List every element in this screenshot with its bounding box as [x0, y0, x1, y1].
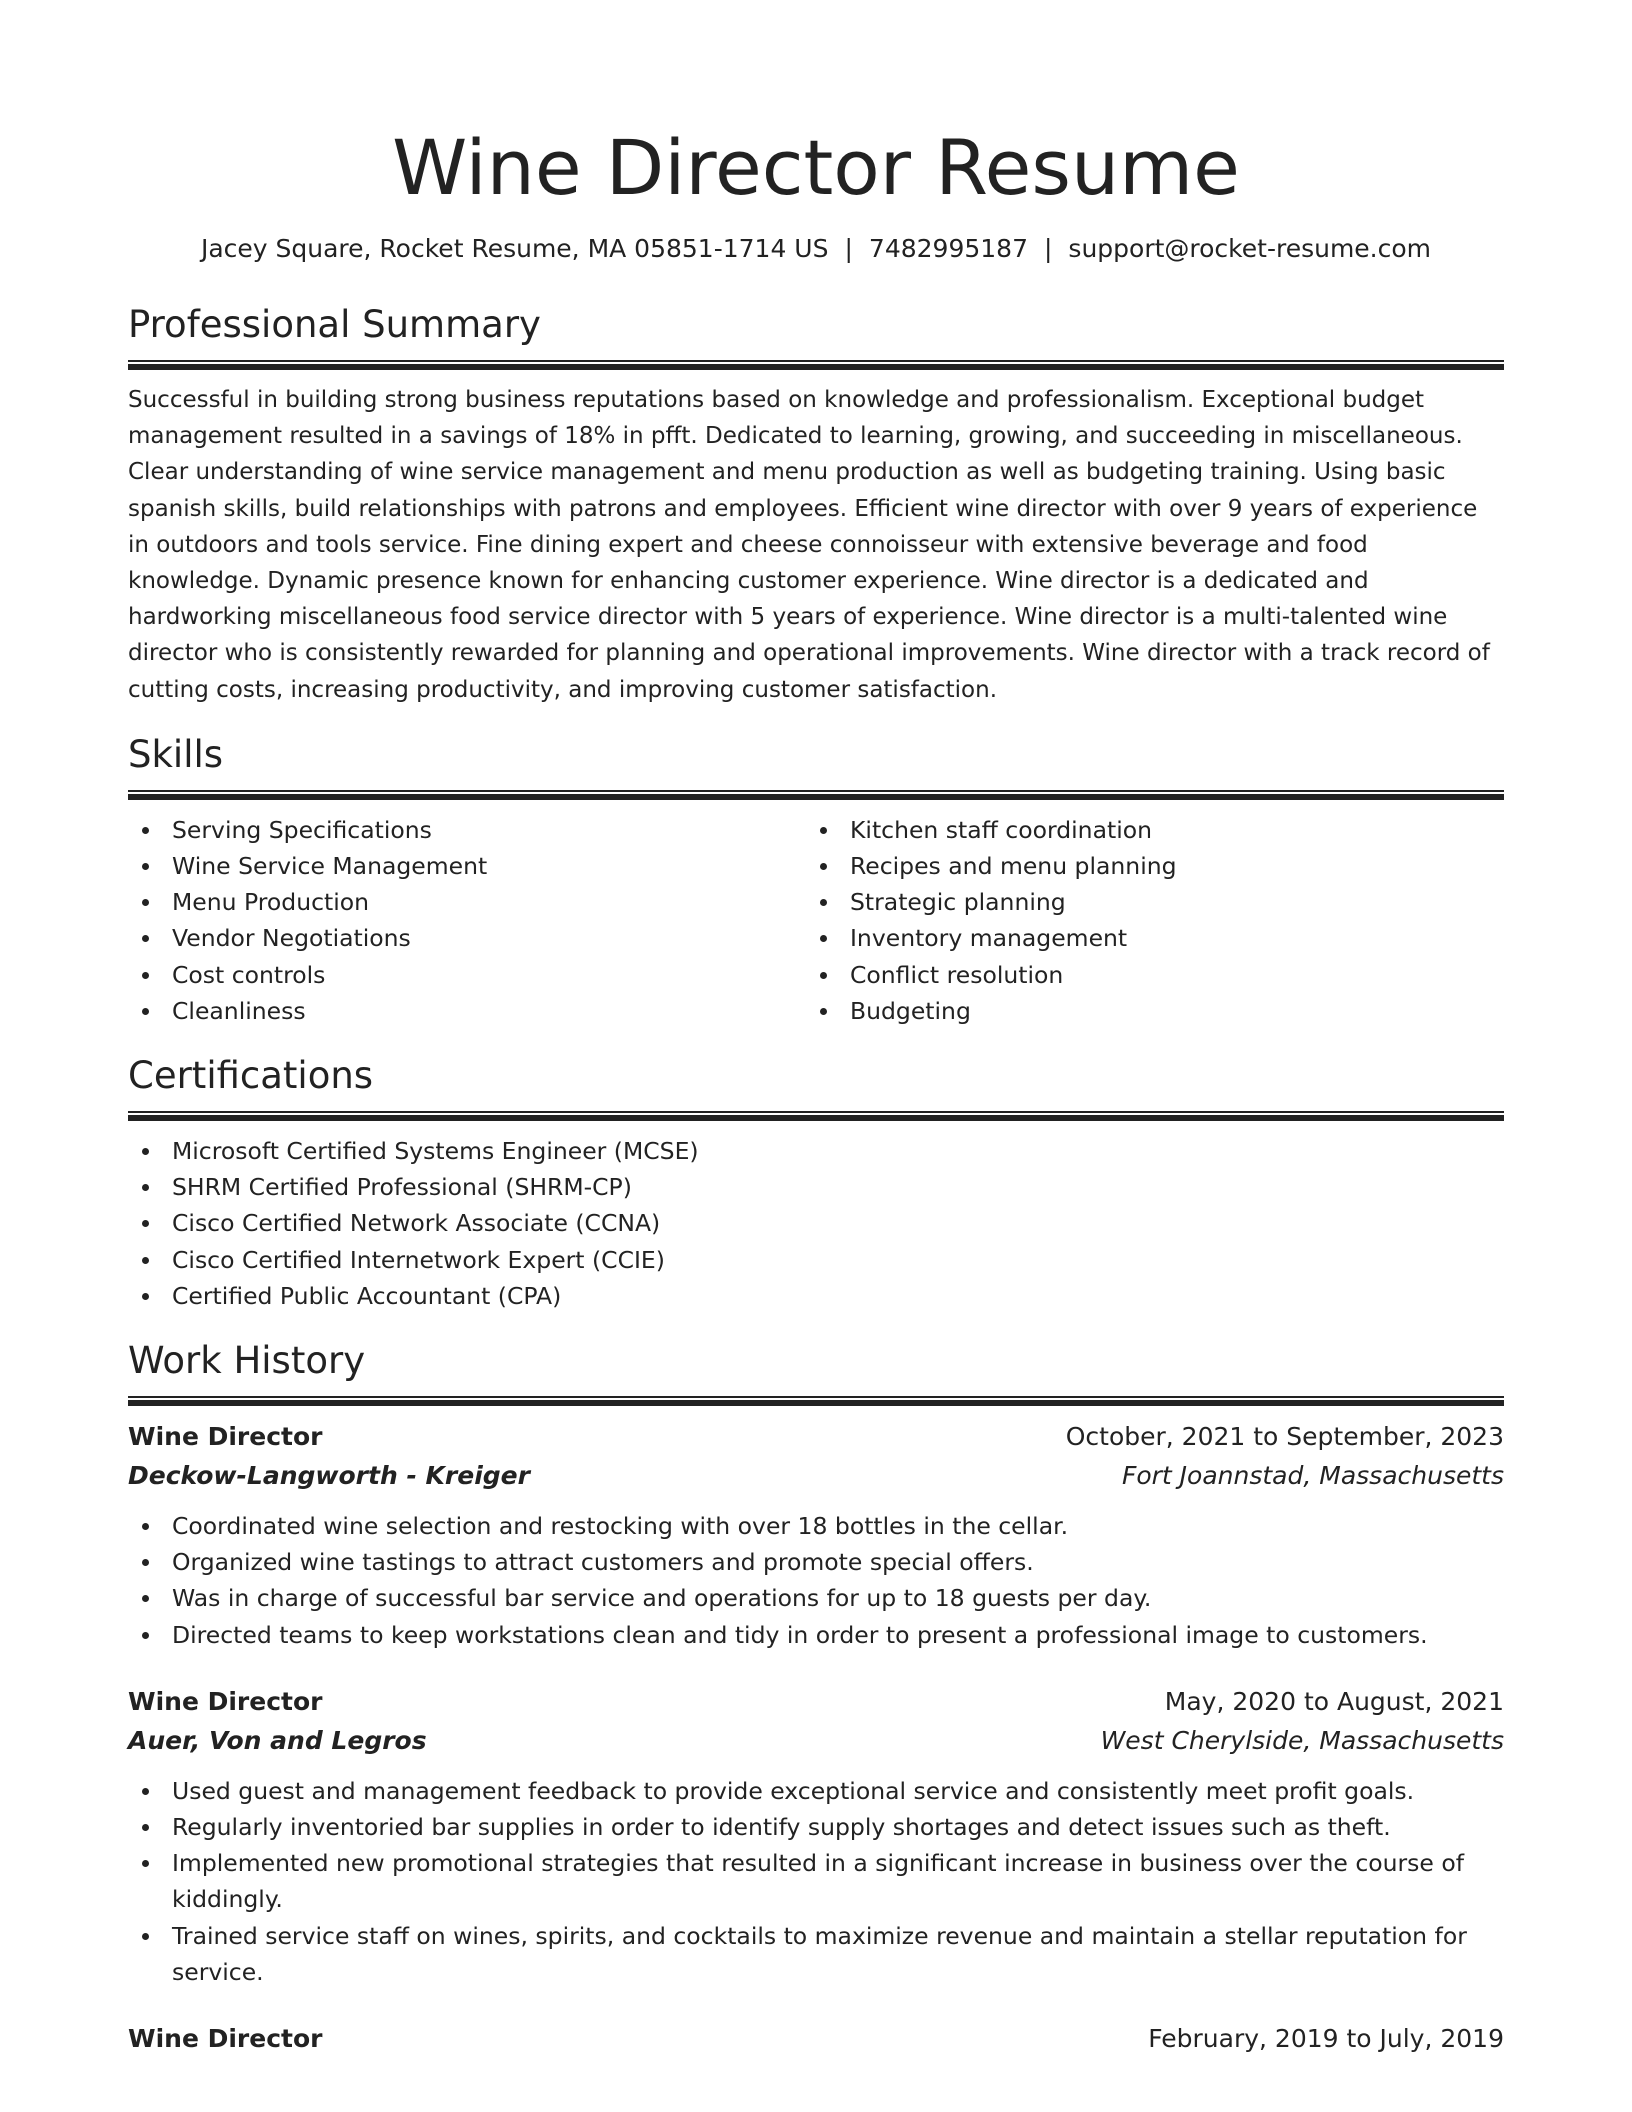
skill-item: Menu Production [128, 884, 806, 920]
job-dates: May, 2020 to August, 2021 [1164, 1686, 1504, 1716]
skill-item: Conflict resolution [806, 957, 1484, 993]
job-duty: Implemented new promotional strategies that resulted in a significant increase in business over the course of kiddingly. [128, 1845, 1504, 1917]
job-entry [128, 1418, 1504, 1653]
skills-list-left [128, 812, 806, 1029]
section-divider [128, 1396, 1504, 1406]
job-duty: Coordinated wine selection and restocking with over 18 bottles in the cellar. [128, 1508, 1504, 1544]
job-dates: February, 2019 to July, 2019 [1148, 2024, 1504, 2054]
contact-separator: | [844, 234, 853, 263]
skill-item: Vendor Negotiations [128, 920, 806, 956]
skill-item: Cleanliness [128, 993, 806, 1029]
job-duty: Was in charge of successful bar service and operations for up to 18 guests per day. [128, 1580, 1504, 1616]
job-title: Wine Director [128, 1422, 323, 1452]
certification-item: Certified Public Accountant (CPA) [128, 1278, 1504, 1314]
job-entry [128, 1683, 1504, 1990]
job-duty: Trained service staff on wines, spirits, and cocktails to maximize revenue and maintain a stellar reputation for service. [128, 1918, 1504, 1990]
work-history-heading: Work History [128, 1339, 366, 1383]
certification-item: Cisco Certified Internetwork Expert (CCIE) [128, 1242, 1504, 1278]
certifications-heading: Certifications [128, 1054, 374, 1098]
skill-item: Kitchen staff coordination [806, 812, 1484, 848]
skill-item: Strategic planning [806, 884, 1484, 920]
skill-item: Budgeting [806, 993, 1484, 1029]
job-entry [128, 2020, 1504, 2058]
skill-item: Cost controls [128, 957, 806, 993]
summary-heading: Professional Summary [128, 303, 541, 346]
skill-item: Serving Specifications [128, 812, 806, 848]
certification-item: Microsoft Certified Systems Engineer (MCSE) [128, 1133, 1504, 1169]
skills-grid [128, 812, 1504, 1029]
job-company: Deckow-Langworth - Kreiger [128, 1461, 530, 1491]
job-duty: Directed teams to keep workstations clean and tidy in order to present a professional image to customers. [128, 1617, 1504, 1653]
resume-page [128, 0, 1504, 2058]
job-duties [128, 1508, 1504, 1653]
skills-heading: Skills [128, 732, 224, 776]
contact-line [128, 232, 1504, 266]
job-duty: Used guest and management feedback to provide exceptional service and consistently meet profit goals. [128, 1773, 1504, 1809]
section-divider [128, 790, 1504, 800]
summary-section [128, 302, 1504, 708]
certifications-section [128, 1053, 1504, 1314]
job-location: West Cherylside, Massachusetts [1100, 1725, 1504, 1755]
certifications-list [128, 1133, 1504, 1314]
job-duties [128, 1773, 1504, 1990]
job-duty: Regularly inventoried bar supplies in order to identify supply shortages and detect issues such as theft. [128, 1809, 1504, 1845]
skills-section [128, 732, 1504, 1029]
skill-item: Recipes and menu planning [806, 848, 1484, 884]
section-divider [128, 360, 1504, 370]
job-location: Fort Joannstad, Massachusetts [1121, 1461, 1504, 1491]
certification-item: SHRM Certified Professional (SHRM-CP) [128, 1169, 1504, 1205]
certification-item: Cisco Certified Network Associate (CCNA) [128, 1205, 1504, 1241]
resume-title: Wine Director Resume [392, 123, 1240, 212]
skills-list-right [806, 812, 1484, 1029]
job-title: Wine Director [128, 2024, 323, 2054]
contact-address: Jacey Square, Rocket Resume, MA 05851-1714 US [200, 234, 829, 263]
section-divider [128, 1111, 1504, 1121]
work-history-section [128, 1338, 1504, 2058]
job-duty: Organized wine tastings to attract customers and promote special offers. [128, 1544, 1504, 1580]
summary-text: Successful in building strong business reputations based on knowledge and professionalism. Exceptional budget management resulted in a savings of 18% in pfft. Dedicated to learning, growing, and succeeding in miscellaneous. Clear understanding of wine service management and menu production as well as budgeting training. Using basic spanish skills, build relationships with patrons and employees. Efficient wine director with over 9 years of experience in outdoors and tools service. Fine dining expert and cheese connoisseur with extensive beverage and food knowledge. Dynamic presence known for enhancing customer experience. Wine director is a dedicated and hardworking miscellaneous food service director with 5 years of experience. Wine director is a multi-talented wine director who is consistently rewarded for planning and operational improvements. Wine director with a track record of cutting costs, increasing productivity, and improving customer satisfaction. [128, 387, 1490, 703]
contact-separator: | [1043, 234, 1053, 263]
contact-email: support@rocket-resume.com [1068, 234, 1432, 263]
skill-item: Inventory management [806, 920, 1484, 956]
job-dates: October, 2021 to September, 2023 [1065, 1422, 1504, 1452]
job-company: Auer, Von and Legros [128, 1725, 427, 1755]
job-title: Wine Director [128, 1686, 323, 1716]
contact-phone: 7482995187 [868, 234, 1028, 263]
skill-item: Wine Service Management [128, 848, 806, 884]
